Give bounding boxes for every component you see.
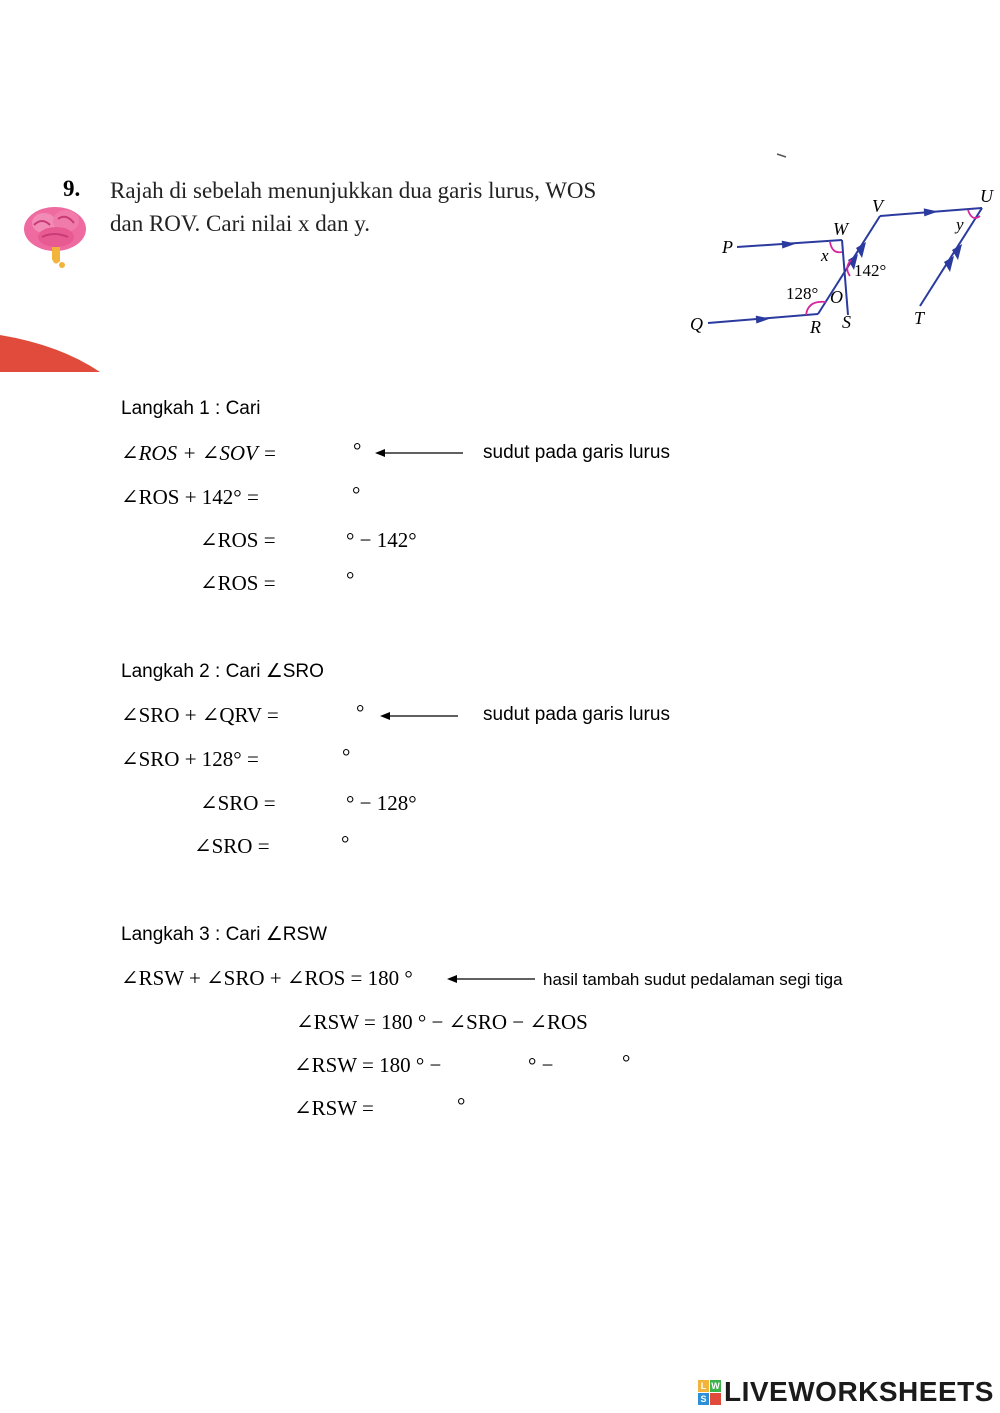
step3-line3-answer-blank-1[interactable]	[470, 1053, 524, 1077]
step3-line1-note: hasil tambah sudut pedalaman segi tiga	[543, 970, 843, 989]
brand-logo	[698, 1380, 722, 1406]
step1-line4: ∠ROS =	[200, 571, 276, 595]
arrow-left-icon	[380, 709, 460, 723]
step2-line2: ∠SRO + 128° =	[121, 747, 259, 771]
step1-line2-unit: °	[352, 482, 361, 506]
geometry-diagram	[680, 150, 1000, 350]
step2-line1-note: sudut pada garis lurus	[483, 704, 670, 725]
step2-line3: ∠SRO =	[200, 791, 276, 815]
step3-line3: ∠RSW = 180 ° −	[294, 1053, 442, 1077]
step1-line4-answer-blank[interactable]	[290, 571, 342, 595]
step1-line3: ∠ROS =	[200, 528, 276, 552]
step1-line2-answer-blank[interactable]	[296, 485, 346, 509]
step2-line4: ∠SRO =	[194, 834, 270, 858]
step1-line1-note: sudut pada garis lurus	[483, 442, 670, 463]
label-t: T	[914, 308, 925, 328]
step3-line3-answer-blank-2[interactable]	[566, 1053, 620, 1077]
corner-decoration	[0, 330, 110, 375]
step1-line1-answer-blank[interactable]	[300, 441, 350, 465]
step2-line2-unit: °	[342, 744, 351, 768]
arrow-left-icon	[447, 972, 537, 986]
step2-line3-answer-blank[interactable]	[290, 791, 342, 815]
question-number: 9.	[63, 176, 81, 201]
step1-line1: ∠ROS + ∠SOV =	[121, 441, 277, 465]
brain-icon	[22, 203, 88, 271]
step3-line3-mid: ° −	[528, 1053, 554, 1077]
logo-tile-l: L	[698, 1380, 709, 1392]
step2-line4-answer-blank[interactable]	[284, 834, 336, 858]
step2-line4-unit: °	[341, 831, 350, 855]
step2-line1-answer-blank[interactable]	[302, 703, 352, 727]
label-128: 128°	[786, 284, 819, 303]
step1-line3-answer-blank[interactable]	[290, 528, 342, 552]
label-v: V	[872, 196, 883, 216]
step3-line3-end: °	[622, 1050, 631, 1074]
logo-tile-s: S	[698, 1393, 709, 1405]
logo-tile-w: W	[711, 1381, 720, 1391]
step1-line2: ∠ROS + 142° =	[121, 485, 259, 509]
step3-line2: ∠RSW = 180 ° − ∠SRO − ∠ROS	[296, 1010, 588, 1034]
step2-line3-rest: ° − 128°	[346, 791, 417, 815]
label-u: U	[980, 186, 993, 206]
question-line-1: Rajah di sebelah menunjukkan dua garis lurus, WOS	[110, 178, 597, 203]
step3-title: Langkah 3 : Cari ∠RSW	[121, 924, 328, 945]
step3-line1: ∠RSW + ∠SRO + ∠ROS = 180 °	[121, 966, 413, 990]
step3-line4-unit: °	[457, 1093, 466, 1117]
label-142: 142°	[854, 261, 887, 280]
label-x: x	[821, 246, 829, 265]
step2-line1: ∠SRO + ∠QRV =	[121, 703, 279, 727]
step2-line2-answer-blank[interactable]	[288, 747, 338, 771]
label-s: S	[842, 312, 851, 332]
brand-name: LIVEWORKSHEETS	[724, 1376, 994, 1407]
step3-line4: ∠RSW =	[294, 1096, 374, 1120]
step2-line1-unit: °	[356, 700, 365, 724]
label-r: R	[810, 317, 821, 337]
step1-line1-unit: °	[353, 438, 362, 462]
step1-title: Langkah 1 : Cari	[121, 398, 261, 419]
label-q: Q	[690, 314, 703, 334]
arc-128	[806, 302, 826, 315]
arrow-left-icon	[375, 446, 465, 460]
label-y: y	[956, 215, 964, 234]
question-line-2: dan ROV. Cari nilai x dan y.	[110, 211, 370, 236]
label-w: W	[833, 219, 848, 239]
logo-tile-red	[710, 1393, 721, 1405]
arc-x	[830, 242, 842, 252]
step3-line4-answer-blank[interactable]	[396, 1096, 452, 1120]
line-tu	[920, 208, 982, 306]
step2-title: Langkah 2 : Cari ∠SRO	[121, 661, 324, 682]
label-p: P	[722, 237, 733, 257]
step1-line4-unit: °	[346, 567, 355, 591]
step1-line3-rest: ° − 142°	[346, 528, 417, 552]
label-o: O	[830, 287, 843, 307]
